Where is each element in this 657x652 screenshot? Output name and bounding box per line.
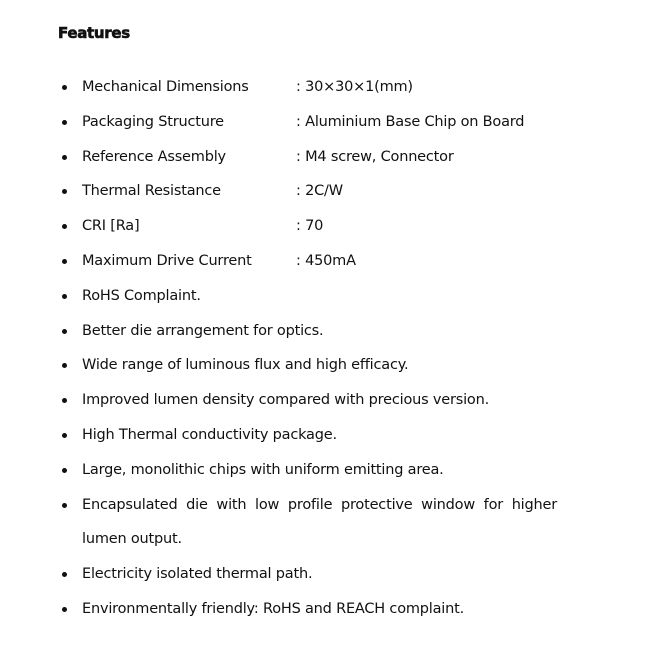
feature-item: Environmentally friendly: RoHS and REACH complaint. [0, 592, 657, 627]
spec-label: Maximum Drive Current [82, 252, 252, 269]
spec-item [0, 105, 657, 140]
spec-label: Packaging Structure [82, 113, 224, 130]
feature-item: High Thermal conductivity package. [0, 418, 657, 453]
features-list [0, 70, 657, 627]
features-heading: Features [58, 24, 130, 42]
spec-label: Mechanical Dimensions [82, 79, 249, 95]
spec-value: : 30×30×1(mm) [296, 79, 413, 95]
feature-item: Improved lumen density compared with precious version. [0, 383, 657, 418]
feature-item: Electricity isolated thermal path. [0, 557, 657, 592]
spec-value: : M4 screw, Connector [296, 148, 454, 165]
spec-item [0, 70, 657, 105]
feature-item: RoHS Complaint. [0, 279, 657, 314]
feature-item: Large, monolithic chips with uniform emitting area. [0, 453, 657, 488]
feature-item: Encapsulated die with low profile protective window for higher lumen output. [0, 488, 657, 558]
spec-value: : 70 [296, 218, 324, 235]
spec-label: Reference Assembly [82, 148, 226, 165]
spec-value: : 450mA [296, 252, 356, 269]
spec-label: Thermal Resistance [82, 183, 221, 200]
spec-label: CRI [Ra] [82, 218, 140, 235]
spec-value: : 2C/W [296, 183, 343, 200]
spec-item [0, 209, 657, 244]
spec-item [0, 174, 657, 209]
feature-item: Wide range of luminous flux and high efficacy. [0, 348, 657, 383]
spec-item [0, 140, 657, 175]
spec-value: : Aluminium Base Chip on Board [296, 113, 525, 130]
feature-item: Better die arrangement for optics. [0, 314, 657, 349]
spec-item [0, 244, 657, 279]
